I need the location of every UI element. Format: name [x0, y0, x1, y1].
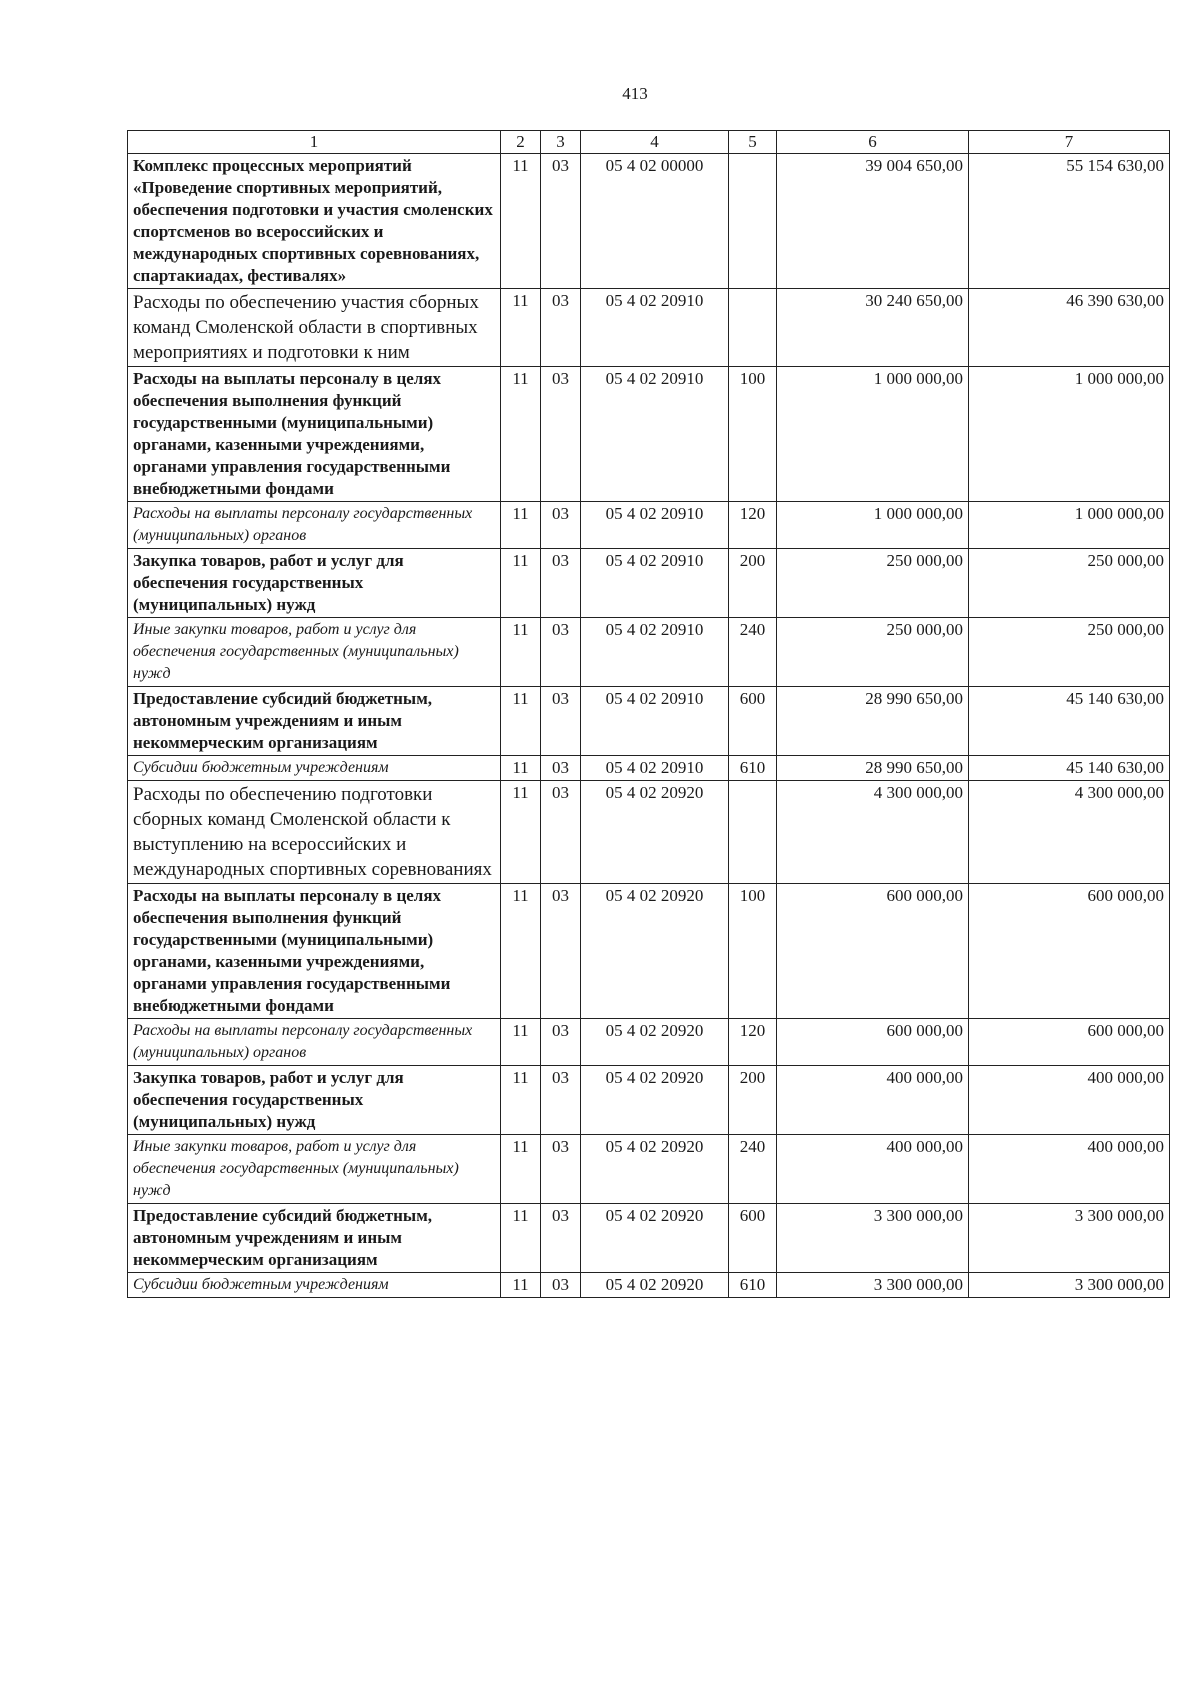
- cell-item-name: Предоставление субсидий бюджетным, автономным учреждениям и иным некоммерческим организациям: [128, 687, 501, 756]
- cell-target-article-code: 05 4 02 20910: [581, 502, 729, 549]
- cell-amount-year-2: 250 000,00: [969, 549, 1170, 618]
- cell-item-name: Иные закупки товаров, работ и услуг для обеспечения государственных (муниципальных) нужд: [128, 618, 501, 687]
- cell-subsection-code: 03: [541, 781, 581, 884]
- cell-item-name: Предоставление субсидий бюджетным, автономным учреждениям и иным некоммерческим организациям: [128, 1204, 501, 1273]
- table-row: [128, 367, 1170, 502]
- cell-subsection-code: 03: [541, 1066, 581, 1135]
- column-header-7: 7: [969, 131, 1170, 154]
- cell-subsection-code: 03: [541, 289, 581, 367]
- table-row: [128, 1273, 1170, 1298]
- cell-expense-type-code: 610: [729, 756, 777, 781]
- table-row: [128, 549, 1170, 618]
- cell-section-code: 11: [501, 502, 541, 549]
- cell-amount-year-1: 28 990 650,00: [777, 687, 969, 756]
- cell-target-article-code: 05 4 02 20910: [581, 549, 729, 618]
- cell-item-name: Расходы на выплаты персоналу в целях обеспечения выполнения функций государственными (муниципальными) органами, казенными учреждениями, органами управления государственными внебюджетными фондами: [128, 884, 501, 1019]
- cell-item-name: Субсидии бюджетным учреждениям: [128, 756, 501, 781]
- cell-amount-year-1: 400 000,00: [777, 1066, 969, 1135]
- column-header-4: 4: [581, 131, 729, 154]
- cell-expense-type-code: 100: [729, 367, 777, 502]
- cell-amount-year-2: 600 000,00: [969, 884, 1170, 1019]
- cell-subsection-code: 03: [541, 687, 581, 756]
- cell-section-code: 11: [501, 687, 541, 756]
- cell-subsection-code: 03: [541, 618, 581, 687]
- cell-subsection-code: 03: [541, 502, 581, 549]
- column-header-5: 5: [729, 131, 777, 154]
- cell-section-code: 11: [501, 367, 541, 502]
- table-row: [128, 687, 1170, 756]
- cell-target-article-code: 05 4 02 20920: [581, 781, 729, 884]
- cell-expense-type-code: 120: [729, 502, 777, 549]
- cell-expense-type-code: 200: [729, 1066, 777, 1135]
- cell-subsection-code: 03: [541, 884, 581, 1019]
- cell-target-article-code: 05 4 02 20910: [581, 367, 729, 502]
- cell-subsection-code: 03: [541, 367, 581, 502]
- cell-target-article-code: 05 4 02 20910: [581, 687, 729, 756]
- cell-section-code: 11: [501, 1066, 541, 1135]
- cell-section-code: 11: [501, 756, 541, 781]
- table-row: [128, 154, 1170, 289]
- table-row: [128, 1135, 1170, 1204]
- cell-amount-year-2: 46 390 630,00: [969, 289, 1170, 367]
- cell-section-code: 11: [501, 549, 541, 618]
- cell-expense-type-code: 610: [729, 1273, 777, 1298]
- cell-subsection-code: 03: [541, 1135, 581, 1204]
- cell-amount-year-1: 1 000 000,00: [777, 367, 969, 502]
- column-header-2: 2: [501, 131, 541, 154]
- cell-item-name: Расходы на выплаты персоналу государственных (муниципальных) органов: [128, 502, 501, 549]
- cell-section-code: 11: [501, 154, 541, 289]
- cell-amount-year-2: 45 140 630,00: [969, 756, 1170, 781]
- cell-target-article-code: 05 4 02 20910: [581, 618, 729, 687]
- cell-amount-year-1: 1 000 000,00: [777, 502, 969, 549]
- cell-section-code: 11: [501, 289, 541, 367]
- table-row: [128, 1204, 1170, 1273]
- cell-amount-year-2: 600 000,00: [969, 1019, 1170, 1066]
- cell-expense-type-code: 100: [729, 884, 777, 1019]
- cell-amount-year-1: 600 000,00: [777, 884, 969, 1019]
- column-header-1: 1: [128, 131, 501, 154]
- table-row: [128, 884, 1170, 1019]
- cell-subsection-code: 03: [541, 756, 581, 781]
- table-row: [128, 781, 1170, 884]
- cell-subsection-code: 03: [541, 1019, 581, 1066]
- page-number: 413: [622, 84, 648, 103]
- column-header-6: 6: [777, 131, 969, 154]
- cell-target-article-code: 05 4 02 20920: [581, 1273, 729, 1298]
- cell-amount-year-2: 4 300 000,00: [969, 781, 1170, 884]
- cell-amount-year-2: 1 000 000,00: [969, 502, 1170, 549]
- cell-target-article-code: 05 4 02 20920: [581, 1019, 729, 1066]
- cell-expense-type-code: 120: [729, 1019, 777, 1066]
- cell-amount-year-1: 250 000,00: [777, 549, 969, 618]
- cell-target-article-code: 05 4 02 20920: [581, 1204, 729, 1273]
- cell-item-name: Субсидии бюджетным учреждениям: [128, 1273, 501, 1298]
- cell-target-article-code: 05 4 02 20920: [581, 884, 729, 1019]
- cell-amount-year-1: 4 300 000,00: [777, 781, 969, 884]
- header-row: [128, 131, 1170, 154]
- cell-amount-year-1: 3 300 000,00: [777, 1273, 969, 1298]
- cell-amount-year-2: 1 000 000,00: [969, 367, 1170, 502]
- cell-section-code: 11: [501, 781, 541, 884]
- cell-amount-year-2: 45 140 630,00: [969, 687, 1170, 756]
- cell-amount-year-2: 250 000,00: [969, 618, 1170, 687]
- cell-target-article-code: 05 4 02 00000: [581, 154, 729, 289]
- cell-expense-type-code: [729, 154, 777, 289]
- cell-item-name: Иные закупки товаров, работ и услуг для обеспечения государственных (муниципальных) нужд: [128, 1135, 501, 1204]
- cell-section-code: 11: [501, 1273, 541, 1298]
- table-row: [128, 756, 1170, 781]
- cell-item-name: Расходы по обеспечению участия сборных команд Смоленской области в спортивных мероприятиях и подготовки к ним: [128, 289, 501, 367]
- cell-amount-year-1: 39 004 650,00: [777, 154, 969, 289]
- cell-expense-type-code: 600: [729, 687, 777, 756]
- cell-expense-type-code: [729, 289, 777, 367]
- cell-amount-year-2: 3 300 000,00: [969, 1273, 1170, 1298]
- column-header-3: 3: [541, 131, 581, 154]
- cell-amount-year-1: 30 240 650,00: [777, 289, 969, 367]
- budget-table: [127, 130, 1170, 1298]
- cell-amount-year-1: 28 990 650,00: [777, 756, 969, 781]
- table-row: [128, 502, 1170, 549]
- cell-amount-year-2: 400 000,00: [969, 1066, 1170, 1135]
- cell-amount-year-1: 400 000,00: [777, 1135, 969, 1204]
- cell-section-code: 11: [501, 1204, 541, 1273]
- table-row: [128, 289, 1170, 367]
- cell-target-article-code: 05 4 02 20920: [581, 1066, 729, 1135]
- cell-amount-year-2: 55 154 630,00: [969, 154, 1170, 289]
- cell-subsection-code: 03: [541, 549, 581, 618]
- cell-subsection-code: 03: [541, 1204, 581, 1273]
- table-row: [128, 1019, 1170, 1066]
- cell-item-name: Комплекс процессных мероприятий «Проведение спортивных мероприятий, обеспечения подготовки и участия смоленских спортсменов во всероссийских и международных спортивных соревнованиях, спартакиадах, фестивалях»: [128, 154, 501, 289]
- cell-section-code: 11: [501, 884, 541, 1019]
- cell-expense-type-code: 600: [729, 1204, 777, 1273]
- cell-expense-type-code: 240: [729, 618, 777, 687]
- cell-item-name: Закупка товаров, работ и услуг для обеспечения государственных (муниципальных) нужд: [128, 1066, 501, 1135]
- cell-section-code: 11: [501, 1135, 541, 1204]
- cell-target-article-code: 05 4 02 20920: [581, 1135, 729, 1204]
- cell-section-code: 11: [501, 1019, 541, 1066]
- cell-amount-year-1: 250 000,00: [777, 618, 969, 687]
- cell-subsection-code: 03: [541, 154, 581, 289]
- cell-item-name: Расходы на выплаты персоналу в целях обеспечения выполнения функций государственными (муниципальными) органами, казенными учреждениями, органами управления государственными внебюджетными фондами: [128, 367, 501, 502]
- cell-amount-year-2: 3 300 000,00: [969, 1204, 1170, 1273]
- table-row: [128, 1066, 1170, 1135]
- cell-item-name: Расходы на выплаты персоналу государственных (муниципальных) органов: [128, 1019, 501, 1066]
- cell-item-name: Расходы по обеспечению подготовки сборных команд Смоленской области к выступлению на всероссийских и международных спортивных соревнованиях: [128, 781, 501, 884]
- cell-expense-type-code: 200: [729, 549, 777, 618]
- cell-target-article-code: 05 4 02 20910: [581, 756, 729, 781]
- cell-amount-year-2: 400 000,00: [969, 1135, 1170, 1204]
- cell-item-name: Закупка товаров, работ и услуг для обеспечения государственных (муниципальных) нужд: [128, 549, 501, 618]
- cell-amount-year-1: 3 300 000,00: [777, 1204, 969, 1273]
- cell-expense-type-code: 240: [729, 1135, 777, 1204]
- cell-expense-type-code: [729, 781, 777, 884]
- table-row: [128, 618, 1170, 687]
- cell-section-code: 11: [501, 618, 541, 687]
- cell-subsection-code: 03: [541, 1273, 581, 1298]
- cell-target-article-code: 05 4 02 20910: [581, 289, 729, 367]
- cell-amount-year-1: 600 000,00: [777, 1019, 969, 1066]
